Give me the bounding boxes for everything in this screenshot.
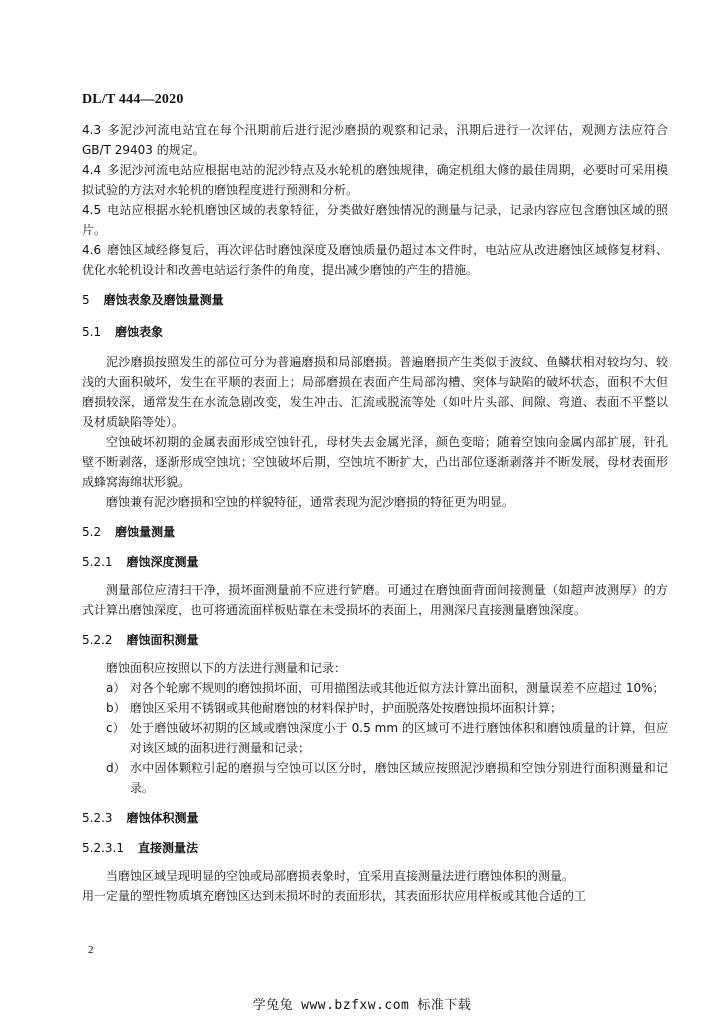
- section-5-2-3-1-heading: [82, 838, 668, 858]
- section-title: 磨蚀面积测量: [126, 633, 199, 647]
- paragraph: 空蚀破坏初期的金属表面形成空蚀针孔，母材失去金属光泽，颜色变暗；随着空蚀向金属内部扩展，针孔壁不断剥落，逐渐形成空蚀坑；空蚀破坏后期，空蚀坑不断扩大，凸出部位逐渐剥落并不断发展，母材表面形成蜂窝海绵状形貌。: [82, 435, 668, 489]
- clause-text: 电站应根据水轮机磨蚀区域的表象特征，分类做好磨蚀情况的测量与记录，记录内容应包含磨蚀区域的照片。: [82, 203, 668, 237]
- section-number: 5: [82, 293, 90, 307]
- paragraph: 用一定量的塑性物质填充磨蚀区达到未损坏时的表面形状，其表面形状应用样板或其他合适的工: [82, 889, 587, 903]
- list-item-text: 处于磨蚀破坏初期的区域或磨蚀深度小于 0.5 mm 的区域可不进行磨蚀体积和磨蚀质量的计算，但应对该区域的面积进行测量和记录；: [130, 721, 668, 755]
- document-code: DL/T 444—2020: [82, 92, 184, 107]
- list-marker: c）: [106, 721, 125, 735]
- section-number: 5.2.1: [82, 555, 113, 569]
- page-number: 2: [88, 944, 94, 956]
- site-watermark: [0, 994, 724, 1013]
- section-5-2-3-heading: [82, 808, 668, 828]
- list-item: [82, 718, 668, 758]
- section-5-1-heading: [82, 322, 668, 342]
- clause-4-3: [82, 120, 668, 160]
- clause-number: 4.3: [82, 123, 102, 137]
- clause-number: 4.6: [82, 243, 102, 257]
- clause-number: 4.4: [82, 163, 102, 177]
- section-title: 磨蚀表象及磨蚀量测量: [103, 293, 224, 307]
- paragraph: 测量部位应清扫干净，损坏面测量前不应进行铲磨。可通过在磨蚀面背面间接测量（如超声波测厚）的方式计算出磨蚀深度，也可将通流面样板贴靠在未受损坏的表面上，用测深尺直接测量磨蚀深度。: [82, 583, 668, 617]
- page-body: [82, 120, 668, 906]
- section-number: 5.2.2: [82, 633, 113, 647]
- section-5-heading: [82, 290, 668, 310]
- section-number: 5.2: [82, 525, 102, 539]
- paragraph: 磨蚀面积应按照以下的方法进行测量和记录：: [106, 661, 347, 675]
- list-item-text: 对各个轮廓不规则的磨蚀损坏面，可用描图法或其他近似方法计算出面积，测量误差不应超过 10%；: [130, 681, 665, 695]
- section-title: 磨蚀表象: [115, 325, 164, 339]
- clause-4-4: [82, 160, 668, 200]
- watermark-site: www.bzfxw.com: [301, 998, 410, 1013]
- list-marker: d）: [106, 761, 126, 775]
- section-5-2-2-heading: [82, 630, 668, 650]
- section-5-2-heading: [82, 522, 668, 542]
- clause-4-6: [82, 240, 668, 280]
- list-item: [82, 698, 668, 718]
- list-item-text: 磨蚀区采用不锈钢或其他耐磨蚀的材料保护时，护面脱落处按磨蚀损坏面积计算；: [130, 701, 563, 715]
- list-item: [82, 758, 668, 798]
- clause-text: 多泥沙河流电站宜在每个汛期前后进行泥沙磨损的观察和记录，汛期后进行一次评估，观测方法应符合 GB/T 29403 的规定。: [82, 123, 668, 157]
- watermark-slogan: 标准下载: [417, 998, 472, 1013]
- list-marker: b）: [106, 701, 126, 715]
- section-title: 磨蚀深度测量: [126, 555, 199, 569]
- section-title: 磨蚀体积测量: [126, 811, 199, 825]
- paragraph: 当磨蚀区域呈现明显的空蚀或局部磨损表象时，宜采用直接测量法进行磨蚀体积的测量。: [106, 869, 575, 883]
- list-item-text: 水中固体颗粒引起的磨损与空蚀可以区分时，磨蚀区域应按照泥沙磨损和空蚀分别进行面积测量和记录。: [130, 761, 668, 795]
- clause-number: 4.5: [82, 203, 102, 217]
- section-5-2-1-heading: [82, 552, 668, 572]
- section-number: 5.2.3.1: [82, 841, 124, 855]
- section-title: 直接测量法: [137, 841, 198, 855]
- section-title: 磨蚀量测量: [115, 525, 176, 539]
- clause-text: 磨蚀区域经修复后，再次评估时磨蚀深度及磨蚀质量仍超过本文件时，电站应从改进磨蚀区域修复材料、优化水轮机设计和改善电站运行条件的角度，提出减少磨蚀的产生的措施。: [82, 243, 668, 277]
- list-marker: a）: [106, 681, 126, 695]
- section-number: 5.2.3: [82, 811, 113, 825]
- paragraph: 磨蚀兼有泥沙磨损和空蚀的样貌特征，通常表现为泥沙磨损的特征更为明显。: [106, 495, 515, 509]
- section-number: 5.1: [82, 325, 102, 339]
- clause-4-5: [82, 200, 668, 240]
- list-item: [82, 678, 668, 698]
- watermark-brand: 学兔兔: [252, 998, 294, 1013]
- clause-text: 多泥沙河流电站应根据电站的泥沙特点及水轮机的磨蚀规律，确定机组大修的最佳周期，必要时可采用模拟试验的方法对水轮机的磨蚀程度进行预测和分析。: [82, 163, 668, 197]
- paragraph: 泥沙磨损按照发生的部位可分为普遍磨损和局部磨损。普遍磨损产生类似于波纹、鱼鳞状相对较均匀、较浅的大面积破坏，发生在平顺的表面上；局部磨损在表面产生局部沟槽、突体与缺陷的破坏状态，面积不大但磨损较深，通常发生在水流急剧改变，发生冲击、汇流或脱流等处（如叶片头部、间隙、弯道、表面不平整以及材质缺陷等处）。: [82, 355, 668, 429]
